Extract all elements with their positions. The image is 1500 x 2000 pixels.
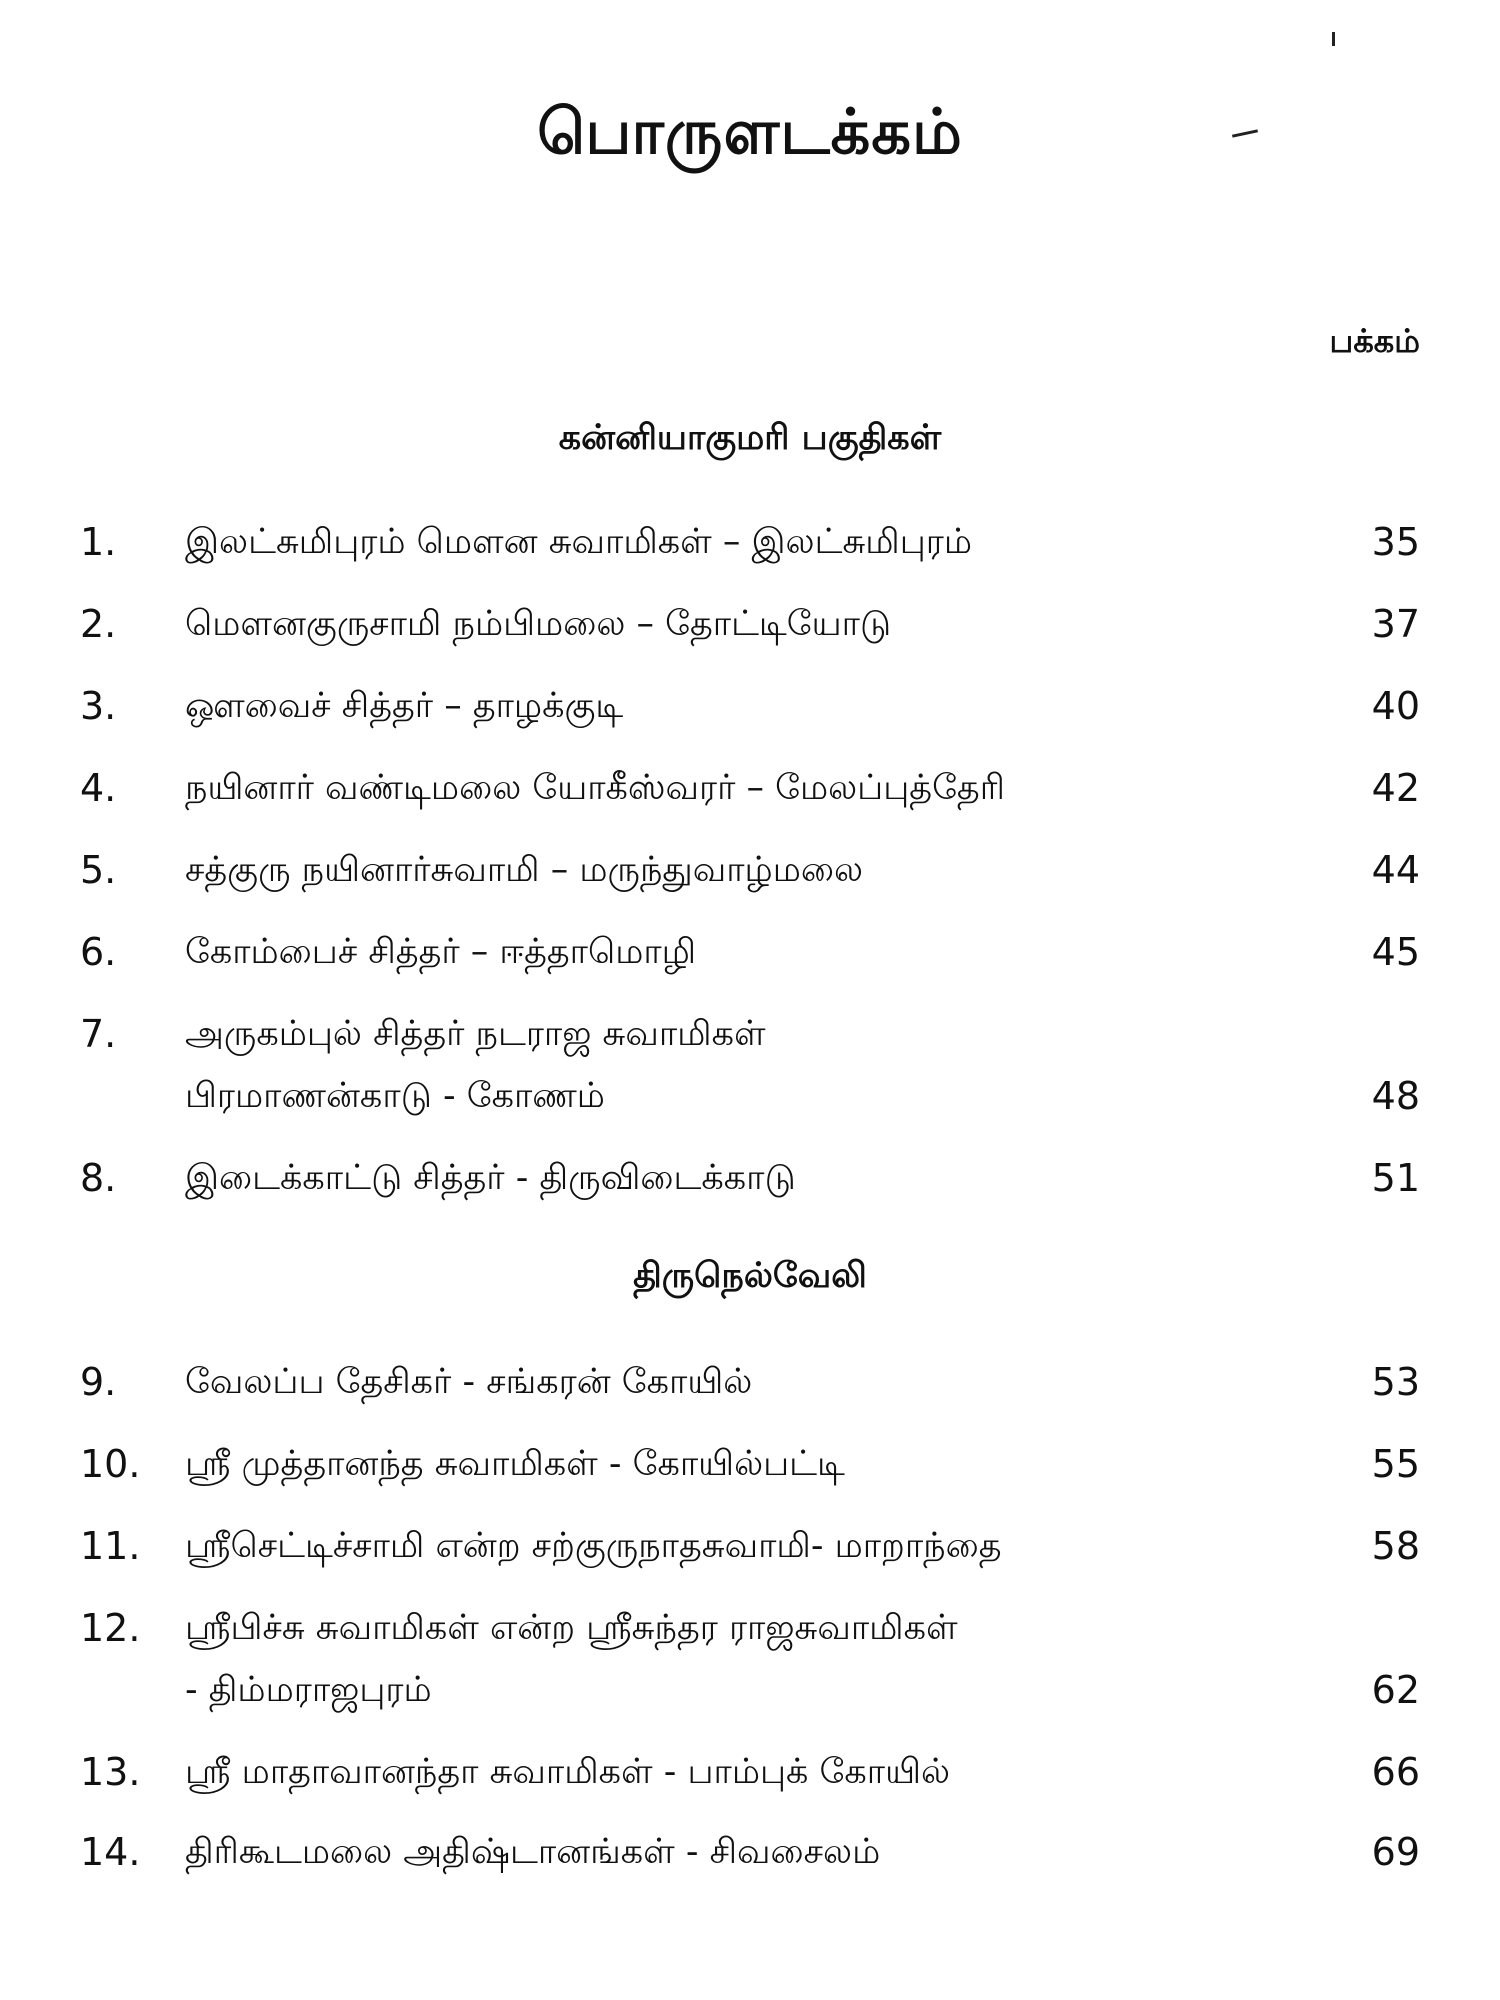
- entry-number: 4.: [80, 766, 117, 810]
- entry-page: 45: [1371, 930, 1420, 974]
- entry-title: நயினார் வண்டிமலை யோகீஸ்வரர் – மேலப்புத்தேரி: [185, 768, 1005, 808]
- entry-page: 62: [1371, 1668, 1420, 1712]
- entry-title: அருகம்புல் சித்தர் நடராஜ சுவாமிகள்: [185, 1014, 766, 1054]
- toc-entry: [0, 1742, 1500, 1802]
- toc-entry: [0, 922, 1500, 982]
- entry-title: ஸ்ரீ முத்தானந்த சுவாமிகள் - கோயில்பட்டி: [185, 1444, 845, 1484]
- entry-page: 40: [1371, 684, 1420, 728]
- entry-page: 44: [1371, 848, 1420, 892]
- section-heading-kanyakumari: கன்னியாகுமரி பகுதிகள்: [558, 418, 942, 458]
- entry-number: 10.: [80, 1442, 141, 1486]
- entry-number: 9.: [80, 1360, 117, 1404]
- entry-number: 13.: [80, 1750, 141, 1794]
- toc-entry: [0, 758, 1500, 818]
- entry-number: 8.: [80, 1156, 117, 1200]
- entry-page: 42: [1371, 766, 1420, 810]
- entry-title-continued: பிரமாணன்காடு - கோணம்: [185, 1076, 605, 1116]
- entry-number: 2.: [80, 602, 117, 646]
- toc-entry: [0, 512, 1500, 572]
- page-title: பொருளடக்கம்: [537, 95, 963, 168]
- entry-page: 69: [1371, 1830, 1420, 1874]
- entry-title: திரிகூடமலை அதிஷ்டானங்கள் - சிவசைலம்: [185, 1832, 881, 1872]
- entry-page: 48: [1371, 1074, 1420, 1118]
- entry-title: சத்குரு நயினார்சுவாமி – மருந்துவாழ்மலை: [185, 850, 864, 890]
- page-column-header: பக்கம்: [1329, 322, 1420, 360]
- section-heading-tirunelveli: திருநெல்வேலி: [633, 1256, 867, 1296]
- toc-entry: [0, 1516, 1500, 1576]
- entry-title: வேலப்ப தேசிகர் - சங்கரன் கோயில்: [185, 1362, 753, 1402]
- entry-title: இலட்சுமிபுரம் மௌன சுவாமிகள் – இலட்சுமிபுரம்: [185, 522, 973, 562]
- scan-speck: [1332, 32, 1335, 46]
- toc-entry: [0, 1434, 1500, 1494]
- entry-page: 51: [1371, 1156, 1420, 1200]
- entry-title: ஸ்ரீ மாதாவானந்தா சுவாமிகள் - பாம்புக் கோயில்: [185, 1752, 951, 1792]
- entry-page: 58: [1371, 1524, 1420, 1568]
- toc-entry: [0, 1148, 1500, 1208]
- toc-entry: [0, 1822, 1500, 1882]
- entry-number: 1.: [80, 520, 117, 564]
- entry-page: 53: [1371, 1360, 1420, 1404]
- entry-number: 12.: [80, 1606, 141, 1650]
- entry-page: 35: [1371, 520, 1420, 564]
- entry-title: கோம்பைச் சித்தர் – ஈத்தாமொழி: [185, 932, 697, 972]
- toc-entry: [0, 676, 1500, 736]
- entry-title: ஸ்ரீசெட்டிச்சாமி என்ற சற்குருநாதசுவாமி- மாறாந்தை: [185, 1526, 1002, 1566]
- entry-title: ஸ்ரீபிச்சு சுவாமிகள் என்ற ஸ்ரீசுந்தர ராஜசுவாமிகள்: [185, 1608, 958, 1648]
- toc-entry: [0, 594, 1500, 654]
- toc-entry: [0, 1598, 1500, 1722]
- entry-page: 66: [1371, 1750, 1420, 1794]
- toc-entry: [0, 840, 1500, 900]
- entry-title: இடைக்காட்டு சித்தர் - திருவிடைக்காடு: [185, 1158, 796, 1198]
- entry-title-continued: - திம்மராஜபுரம்: [185, 1670, 432, 1710]
- entry-number: 5.: [80, 848, 117, 892]
- entry-title: மௌனகுருசாமி நம்பிமலை – தோட்டியோடு: [185, 604, 892, 644]
- entry-page: 37: [1371, 602, 1420, 646]
- entry-number: 6.: [80, 930, 117, 974]
- entry-number: 14.: [80, 1830, 141, 1874]
- entry-number: 11.: [80, 1524, 141, 1568]
- toc-entry: [0, 1004, 1500, 1128]
- toc-entry: [0, 1352, 1500, 1412]
- entry-title: ஔவைச் சித்தர் – தாழக்குடி: [185, 686, 624, 726]
- entry-number: 7.: [80, 1012, 117, 1056]
- entry-page: 55: [1371, 1442, 1420, 1486]
- entry-number: 3.: [80, 684, 117, 728]
